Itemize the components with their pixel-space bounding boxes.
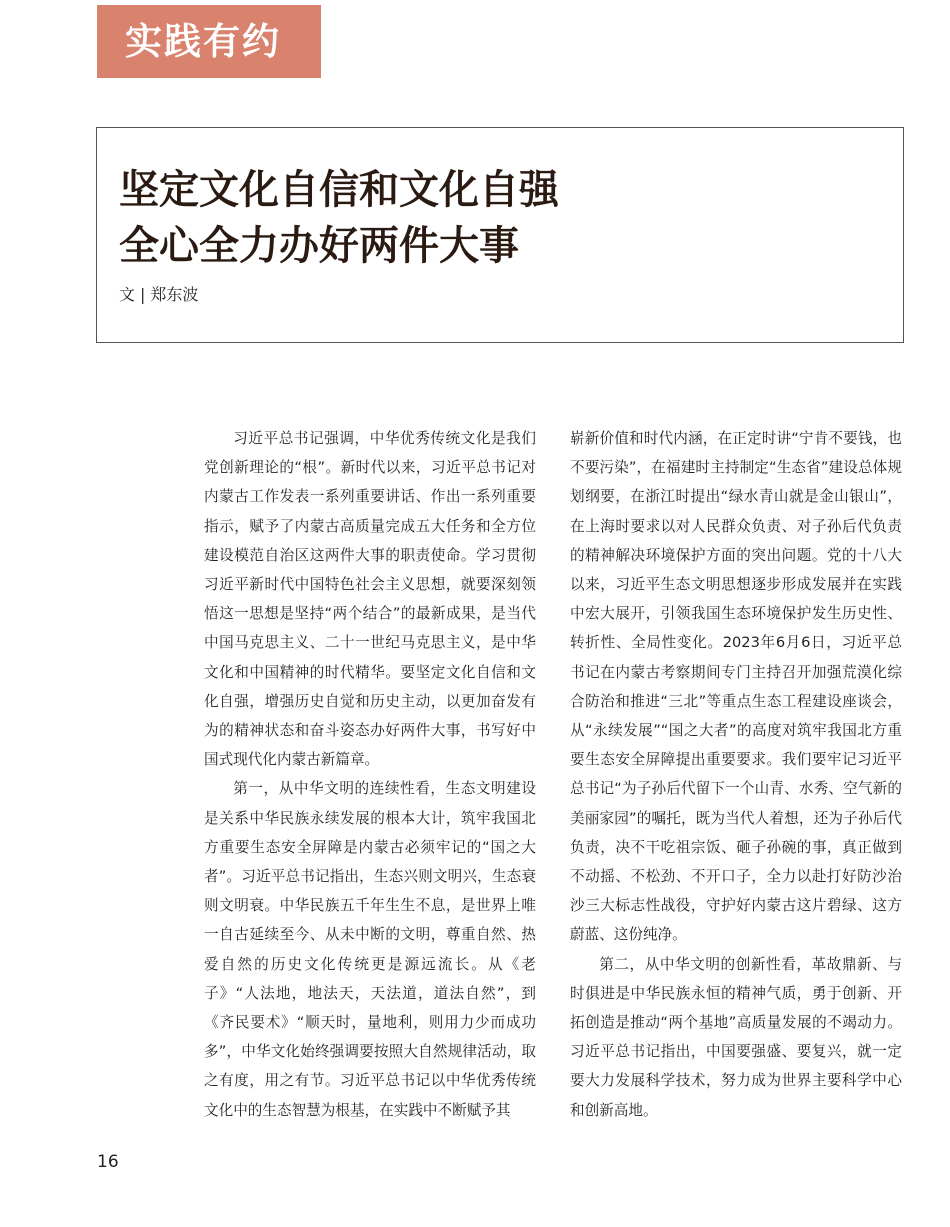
author-name: 郑东波: [150, 285, 199, 304]
body-paragraph: 习近平总书记强调，中华优秀传统文化是我们党创新理论的“根”。新时代以来，习近平总书记对内蒙古工作发表一系列重要讲话、作出一系列重要指示，赋予了内蒙古高质量完成五大任务和全方位建设模范自治区这两件大事的职责使命。学习贯彻习近平新时代中国特色社会主义思想，就要深刻领悟这一思想是坚持“两个结合”的最新成果，是当代中国马克思主义、二十一世纪马克思主义，是中华文化和中国精神的时代精华。要坚定文化自信和文化自强，增强历史自觉和历史主动，以更加奋发有为的精神状态和奋斗姿态办好两件大事，书写好中国式现代化内蒙古新篇章。: [204, 430, 536, 769]
section-tab: 实践有约: [97, 5, 321, 78]
byline: [119, 282, 198, 305]
article-title-line-2: 全心全力办好两件大事: [119, 223, 519, 269]
byline-prefix: 文: [119, 285, 136, 304]
page-number: 16: [97, 1152, 119, 1172]
body-paragraph: 第一，从中华文明的连续性看，生态文明建设是关系中华民族永续发展的根本大计，筑牢我国北方重要生态安全屏障是内蒙古必须牢记的“国之大者”。习近平总书记指出，生态兴则文明兴，生态衰则文明衰。中华民族五千年生生不息，是世界上唯一自古延续至今、从未中断的文明，尊重自然、热爱自然的历史文化传统更是源远流长。从《老子》“人法地，地法天，天法道，道法自然”，到《齐民要术》“顺天时，量地利，则用力少而成功多”，中华文化始终强调要按照大自然规律活动，取之有度，用之有节。习近平总书记以中华优秀传统文化中的生态智慧为根基，在实践中不断赋予其: [204, 780, 536, 1119]
body-paragraph-continued: 崭新价值和时代内涵，在正定时讲“宁肯不要钱，也不要污染”，在福建时主持制定“生态省”建设总体规划纲要，在浙江时提出“绿水青山就是金山银山”，在上海时要求以对人民群众负责、对子孙后代负责的精神解决环境保护方面的突出问题。党的十八大以来，习近平生态文明思想逐步形成发展并在实践中宏大展开，引领我国生态环境保护发生历史性、转折性、全局性变化。2023年6月6日，习近平总书记在内蒙古考察期间专门主持召开加强荒漠化综合防治和推进“三北”等重点生态工程建设座谈会，从“永续发展”“国之大者”的高度对筑牢我国北方重要生态安全屏障提出重要要求。我们要牢记习近平总书记“为子孙后代留下一个山青、水秀、空气新的美丽家园”的嘱托，既为当代人着想，还为子孙后代负责，决不干吃祖宗饭、砸子孙碗的事，真正做到不动摇、不松劲、不开口子，全力以赴打好防沙治沙三大标志性战役，守护好内蒙古这片碧绿、这方蔚蓝、这份纯净。: [570, 430, 902, 944]
body-paragraph: 第二，从中华文明的创新性看，革故鼎新、与时俱进是中华民族永恒的精神气质，勇于创新、开拓创造是推动“两个基地”高质量发展的不竭动力。习近平总书记指出，中国要强盛、要复兴，就一定要大力发展科学技术，努力成为世界主要科学中心和创新高地。: [570, 955, 902, 1119]
article-title-line-1: 坚定文化自信和文化自强: [119, 167, 559, 213]
body-column-right: [570, 424, 902, 1125]
article-header: [96, 127, 904, 343]
body-column-left: [204, 424, 536, 1125]
byline-separator: |: [140, 285, 146, 304]
